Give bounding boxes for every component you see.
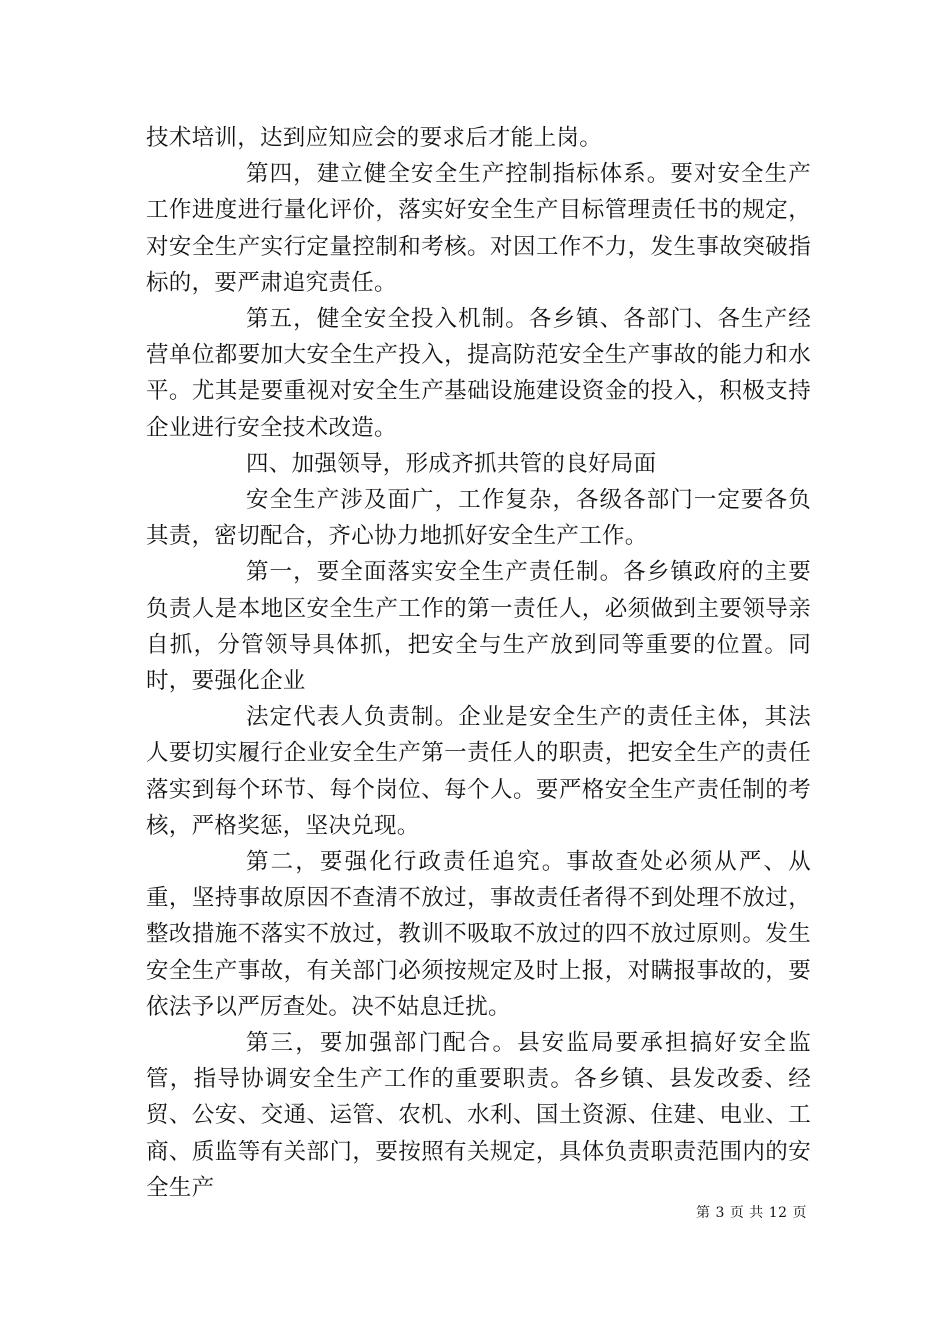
document-body [146,120,811,1206]
paragraph-3: 第五，健全安全投入机制。各乡镇、各部门、各生产经营单位都要加大安全生产投入，提高防范安全生产事故的能力和水平。尤其是要重视对安全生产基础设施建设资金的投入，积极支持企业进行安全技术改造。 [146,306,811,441]
paragraph-8: 第二，要强化行政责任追究。事故查处必须从严、从重，坚持事故原因不查清不放过，事故责任者得不到处理不放过，整改措施不落实不放过，教训不吸取不放过的四不放过原则。发生安全生产事故，有关部门必须按规定及时上报，对瞒报事故的，要依法予以严厉查处。决不姑息迁扰。 [146,849,811,1020]
page-number-footer: 第 3 页 共 12 页 [696,1205,807,1221]
section-heading: 四、加强领导，形成齐抓共管的良好局面 [246,450,657,477]
paragraph-9: 第三，要加强部门配合。县安监局要承担搞好安全监管，指导协调安全生产工作的重要职责。各乡镇、县发改委、经贸、公安、交通、运管、农机、水利、国土资源、住建、电业、工商、质监等有关部门，要按照有关规定，具体负责职责范围内的安全生产 [146,1030,811,1201]
paragraph-6: 第一，要全面落实安全生产责任制。各乡镇政府的主要负责人是本地区安全生产工作的第一责任人，必须做到主要领导亲自抓，分管领导具体抓，把安全与生产放到同等重要的位置。同时，要强化企业 [146,559,811,695]
paragraph-5: 安全生产涉及面广，工作复杂，各级各部门一定要各负其责，密切配合，齐心协力地抓好安全生产工作。 [146,487,811,550]
paragraph-7: 法定代表人负责制。企业是安全生产的责任主体，其法人要切实履行企业安全生产第一责任人的职责，把安全生产的责任落实到每个环节、每个岗位、每个人。要严格安全生产责任制的考核，严格奖惩，坚决兑现。 [146,704,811,839]
paragraph-2: 第四，建立健全安全生产控制指标体系。要对安全生产工作进度进行量化评价，落实好安全生产目标管理责任书的规定，对安全生产实行定量控制和考核。对因工作不力，发生事故突破指标的，要严肃追究责任。 [146,161,811,296]
paragraph-1: 技术培训，达到应知应会的要求后才能上岗。 [146,125,603,151]
